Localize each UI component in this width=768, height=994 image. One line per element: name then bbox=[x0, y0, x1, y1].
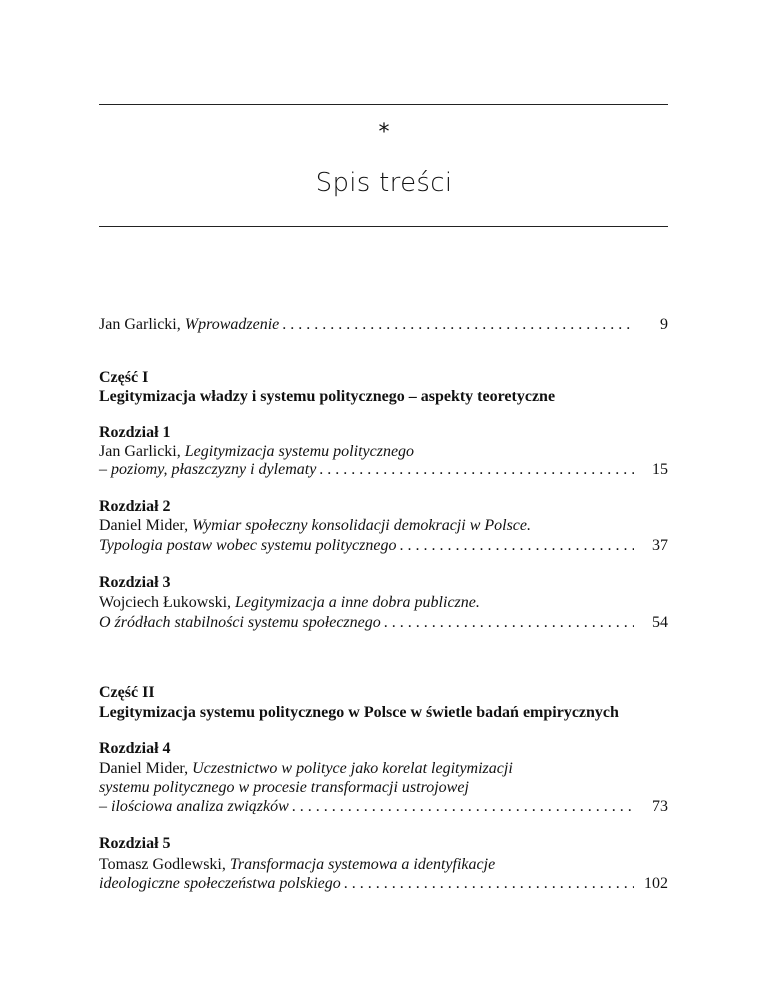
entry-title-continued: O źródłach stabilności systemu społecznego bbox=[99, 614, 381, 631]
top-rule bbox=[99, 104, 668, 105]
toc-entry-chapter-4[interactable] bbox=[99, 797, 668, 817]
chapter-label: Rozdział 4 bbox=[99, 740, 171, 757]
chapter-label: Rozdział 2 bbox=[99, 498, 171, 515]
page-number: 102 bbox=[644, 875, 668, 892]
toc-entry-chapter-2[interactable] bbox=[99, 536, 668, 556]
chapter-label: Rozdział 3 bbox=[99, 574, 171, 591]
asterisk-ornament: * bbox=[378, 120, 390, 145]
chapter-heading bbox=[99, 855, 668, 875]
entry-title-continued: Typologia postaw wobec systemu politycznego bbox=[99, 537, 397, 554]
chapter-label: Rozdział 1 bbox=[99, 424, 171, 441]
part-title: Legitymizacja władzy i systemu politycznego – aspekty teoretyczne bbox=[99, 388, 556, 405]
dot-leader bbox=[292, 797, 634, 817]
entry-author: Wojciech Łukowski, bbox=[99, 594, 232, 611]
dot-leader bbox=[344, 874, 634, 894]
entry-title: Legitymizacja systemu politycznego bbox=[184, 443, 415, 460]
entry-title: Uczestnictwo w polityce jako korelat legitymizacji bbox=[192, 760, 513, 777]
dot-leader bbox=[282, 315, 634, 335]
entry-title-continued: ideologiczne społeczeństwa polskiego bbox=[99, 875, 341, 892]
chapter-heading bbox=[99, 442, 668, 462]
entry-title-continued: – poziomy, płaszczyzny i dylematy bbox=[99, 461, 317, 478]
page-number: 73 bbox=[652, 798, 668, 815]
entry-author: Jan Garlicki, bbox=[99, 316, 181, 333]
toc-entry-chapter-3[interactable] bbox=[99, 613, 668, 633]
toc-entry-chapter-1[interactable] bbox=[99, 460, 668, 480]
chapter-heading bbox=[99, 516, 668, 536]
part-label: Część I bbox=[99, 369, 149, 386]
toc-entry-chapter-5[interactable] bbox=[99, 874, 668, 894]
part-title: Legitymizacja systemu politycznego w Polsce w świetle badań empirycznych bbox=[99, 704, 619, 721]
page-number: 15 bbox=[652, 461, 668, 478]
chapter-heading bbox=[99, 759, 668, 779]
entry-author: Tomasz Godlewski, bbox=[99, 856, 226, 873]
entry-author: Jan Garlicki, bbox=[99, 443, 181, 460]
page-number: 37 bbox=[652, 537, 668, 554]
entry-title: Transformacja systemowa a identyfikacje bbox=[229, 856, 496, 873]
chapter-label: Rozdział 5 bbox=[99, 835, 171, 852]
entry-title: Legitymizacja a inne dobra publiczne. bbox=[235, 594, 480, 611]
part-label: Część II bbox=[99, 684, 155, 701]
entry-author: Daniel Mider, bbox=[99, 517, 189, 534]
dot-leader bbox=[399, 536, 634, 556]
entry-title: Wprowadzenie bbox=[184, 316, 280, 333]
dot-leader bbox=[319, 460, 634, 480]
entry-title-continued: systemu politycznego w procesie transformacji ustrojowej bbox=[99, 779, 469, 796]
entry-author: Daniel Mider, bbox=[99, 760, 189, 777]
page-number: 9 bbox=[660, 316, 668, 333]
toc-entry-introduction[interactable] bbox=[99, 315, 668, 335]
bottom-rule bbox=[99, 226, 668, 227]
entry-title: Wymiar społeczny konsolidacji demokracji w Polsce. bbox=[192, 517, 532, 534]
entry-title-continued: – ilościowa analiza związków bbox=[99, 798, 289, 815]
page-title: Spis treści bbox=[315, 168, 453, 198]
page-number: 54 bbox=[652, 614, 668, 631]
dot-leader bbox=[384, 613, 634, 633]
chapter-heading bbox=[99, 593, 668, 613]
